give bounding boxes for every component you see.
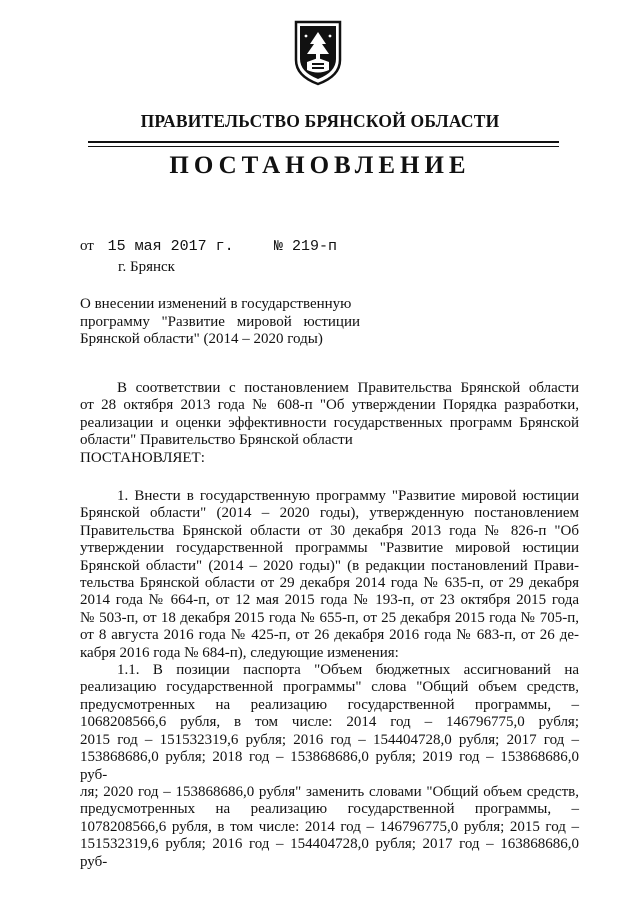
body-line: предусмотренных на реализацию государственной программы, – [80, 696, 579, 713]
preamble-line: реализации и оценки эффективности государственных программ Брянской [80, 414, 579, 431]
document-number: № 219-п [274, 238, 338, 255]
preamble-paragraph [80, 380, 579, 450]
body-line: 1.1. В позиции паспорта "Объем бюджетных ассигнований на [117, 662, 579, 679]
body-line: тельства Брянской области от 29 декабря 2014 года № 635-п, от 29 декабря [80, 575, 579, 592]
date-number-line [80, 238, 338, 255]
preamble-line: от 28 октября 2013 года № 608-п "Об утверждении Порядка разработки, [80, 397, 579, 414]
body-line: 151532319,6 рубля; 2016 год – 154404728,0 рубля; 2017 год – 163868686,0 руб- [80, 836, 579, 870]
body-line: 1. Внести в государственную программу "Развитие мировой юстиции [117, 488, 579, 504]
body-line: 1068208566,6 рубля, в том числе: 2014 год – 146796775,0 рубля; [80, 714, 579, 731]
subject-line: Брянской области" (2014 – 2020 годы) [80, 331, 323, 347]
body-line: Брянской области" (2014 – 2020 годы)" (в редакции постановлений Прави- [80, 557, 579, 574]
body-line: утверждении государственной программы "Развитие мировой юстиции [80, 540, 579, 557]
date-prefix: от [80, 238, 94, 254]
body-line: предусмотренных на реализацию государственной программы, – [80, 801, 579, 818]
document-subject [80, 296, 360, 349]
document-city: г. Брянск [118, 259, 175, 275]
coat-of-arms-icon [293, 20, 343, 86]
body-line: № 503-п, от 18 декабря 2015 года № 655-п, от 25 декабря 2015 года № 705-п, [80, 609, 579, 626]
subject-line: программу "Развитие мировой юстиции [80, 313, 360, 330]
body-paragraphs [80, 488, 579, 871]
body-line: Брянской области" (2014 – 2020 годы), утвержденную постановлением [80, 505, 579, 522]
document-type-heading: ПОСТАНОВЛЕНИЕ [169, 152, 471, 179]
body-line: реализацию государственной программы" слова "Общий объем средств, [80, 679, 579, 696]
header-rule-thin [88, 146, 559, 147]
body-line: 2014 года № 664-п, от 12 мая 2015 года № 193-п, от 23 октября 2015 года [80, 592, 579, 609]
header-rule-thick [88, 141, 559, 143]
subject-line: О внесении изменений в государственную [80, 296, 352, 312]
body-line: 1078208566,6 рубля, в том числе: 2014 год – 146796775,0 рубля; 2015 год – [80, 818, 579, 835]
resolve-word: ПОСТАНОВЛЯЕТ: [80, 450, 205, 466]
government-title: ПРАВИТЕЛЬСТВО БРЯНСКОЙ ОБЛАСТИ [140, 111, 500, 131]
preamble-line: В соответствии с постановлением Правительства Брянской области [117, 380, 579, 396]
body-line: кабря 2016 года № 684-п), следующие изменения: [80, 644, 399, 661]
body-line: 2015 год – 151532319,6 рубля; 2016 год – 154404728,0 рубля; 2017 год – [80, 731, 579, 748]
preamble-line: области" Правительство Брянской области [80, 432, 353, 449]
body-line: от 8 августа 2016 года № 425-п, от 26 декабря 2016 года № 683-п, от 26 де- [80, 627, 579, 644]
body-line: ля; 2020 год – 153868686,0 рубля" заменить словами "Общий объем средств, [80, 783, 579, 800]
body-line: Правительства Брянской области от 30 декабря 2013 года № 826-п "Об [80, 522, 579, 539]
document-date: 15 мая 2017 г. [107, 238, 234, 255]
body-line: 153868686,0 рубля; 2018 год – 153868686,0 рубля; 2019 год – 153868686,0 руб- [80, 749, 579, 783]
